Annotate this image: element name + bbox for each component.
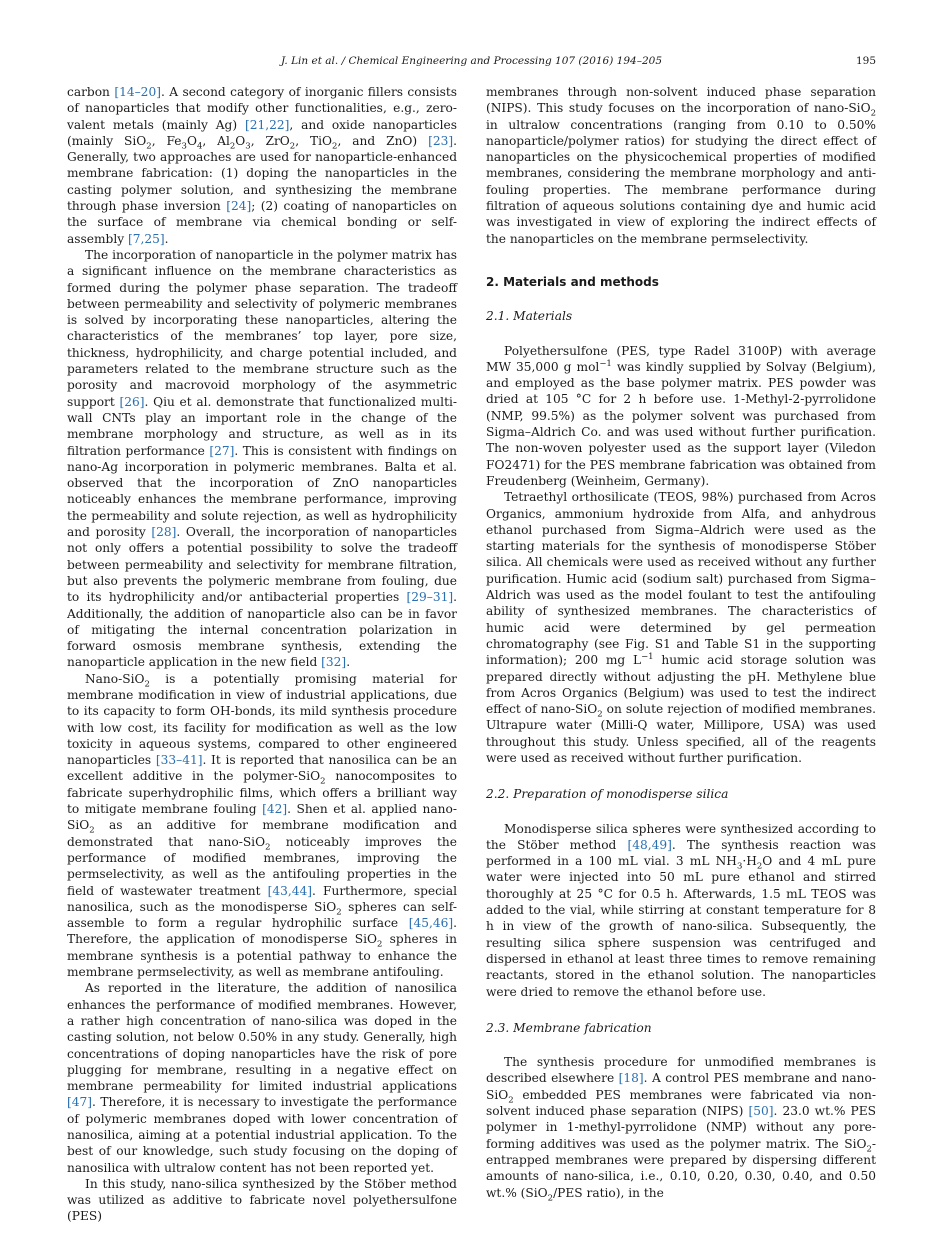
citation-link[interactable]: [33–41] (155, 753, 203, 768)
citation-link[interactable]: [50] (748, 1104, 774, 1119)
citation-link[interactable]: [28] (151, 525, 177, 540)
citation-link[interactable]: [32] (321, 655, 347, 670)
section-heading: 2. Materials and methods (486, 274, 659, 289)
citation-link[interactable]: [18] (618, 1071, 644, 1086)
citation-link[interactable]: [43,44] (267, 883, 313, 898)
citation-link[interactable]: [23] (428, 133, 454, 148)
citation-link[interactable]: [24] (226, 199, 252, 214)
paragraph: Tetraethyl orthosilicate (TEOS, 98%) purchased from Acros Organics, ammonium hydroxide from Alfa, and anhydrous ethanol purchased from Sigma–Aldrich were used as the starting materials for the synthesis of monodisperse Stöber silica. All chemicals were used as received without any further purification. Humic acid (sodium salt) purchased from Sigma–Aldrich was used as the model foulant to test the antifouling ability of synthesized membranes. The characteristics of humic acid were determined by gel permeation chromatography (see Fig. S1 and Table S1 in the supporting information); 200 mg $L^{-1}$ humic acid storage solution was prepared directly without adjusting the pH. Methylene blue from Acros Organics (Belgium) was used to test the indirect effect of nano-SiO$_2$ on solute rejection of modified membranes. Ultrapure water (Milli-Q water, Millipore, USA) was used throughout this study. Unless specified, all of the reagents were used as received without further purification. (486, 490, 876, 765)
citation-link[interactable]: [14–20] (114, 85, 161, 99)
paragraph: membranes through non-solvent induced phase separation (NIPS). This study focuses on the incorporation of nano-SiO$_2$ in ultralow concentrations (ranging from 0.10 to 0.50% nanoparticle/polymer ratios) for studying the direct effect of nanoparticles on the physicochemical properties of modified membranes, considering the membrane morphology and anti-fouling properties. The membrane performance during filtration of aqueous solutions containing dye and humic acid was investigated in view of exploring the indirect effects of the nanoparticles on the membrane permselectivity. (486, 85, 876, 246)
paragraph: The incorporation of nanoparticle in the polymer matrix has a significant influence on the membrane characteristics as formed during the polymer phase separation. The tradeoff between permeability and selectivity of polymeric membranes is solved by incorporating these nanoparticles, altering the characteristics of the membranes’ top layer, pore size, thickness, hydrophilicity, and charge potential included, and parameters related to the membrane structure such as the porosity and macrovoid morphology of the asymmetric support [26]. Qiu et al. demonstrate that functionalized multi-wall CNTs play an important role in the change of the membrane morphology and structure, as well as in its filtration performance [27]. This is consistent with findings on nano-Ag incorporation in polymeric membranes. Balta et al. observed that the incorporation of ZnO nanoparticles noticeably enhances the membrane performance, improving the permeability and solute rejection, as well as hydrophilicity and porosity [28]. Overall, the incorporation of nanoparticles not only offers a potential possibility to solve the tradeoff between permeability and selectivity for membrane filtration, but also prevents the polymeric membrane from fouling, due to its hydrophilicity and/or antibacterial properties [29–31]. Additionally, the addition of nanoparticle also can be in favor of mitigating the internal concentration polarization in forward osmosis membrane synthesis, extending the nanoparticle application in the new field [32]. (67, 247, 457, 670)
citation-link[interactable]: [26] (119, 394, 145, 409)
right-column (486, 84, 876, 1201)
paragraph: Nano-SiO$_2$ is a potentially promising material for membrane modification in view of industrial applications, due to its capacity to form OH-bonds, its mild synthesis procedure with low cost, its facility for modification as well as the low toxicity in aqueous systems, compared to other engineered nanoparticles [33–41]. It is reported that nanosilica can be an excellent additive in the polymer-SiO$_2$ nanocomposites to fabricate superhydrophilic films, which offers a brilliant way to mitigate membrane fouling [42]. Shen et al. applied nano-SiO$_2$ as an additive for membrane modification and demonstrated that nano-SiO$_2$ noticeably improves the performance of modified membranes, improving the permselectivity, as well as the antifouling properties in the field of wastewater treatment [43,44]. Furthermore, special nanosilica, such as the monodisperse SiO$_2$ spheres can self-assemble to form a regular hydrophilic surface [45,46]. Therefore, the application of monodisperse SiO$_2$ spheres in membrane synthesis is a potential pathway to enhance the membrane permselectivity, as well as membrane antifouling. (67, 671, 457, 980)
citation-link[interactable]: [42] (262, 802, 288, 817)
paragraph: The synthesis procedure for unmodified membranes is described elsewhere [18]. A control PES membrane and nano-SiO$_2$ embedded PES membranes were fabricated via non-solvent induced phase separation (NIPS) [50]. 23.0 wt.% PES polymer in 1-methyl-pyrrolidone (NMP) without any pore-forming additives was used as the polymer matrix. The SiO$_2$-entrapped membranes were prepared by dispersing different amounts of nano-silica, i.e., 0.10, 0.20, 0.30, 0.40, and 0.50 wt.% (SiO$_2$/PES ratio), in the (486, 1055, 876, 1203)
subsection-heading: 2.2. Preparation of monodisperse silica (486, 787, 729, 802)
paragraph: Monodisperse silica spheres were synthesized according to the Stöber method [48,49]. The synthesis reaction was performed in a 100 mL vial. 3 mL $NH_3\cdot H_2O$ and 4 mL pure water were injected into 50 mL pure ethanol and stirred thoroughly at 25 °C for 0.5 h. Afterwards, 1.5 mL TEOS was added to the vial, while stirring at constant temperature for 8 h in view of the growth of nano-silica. Subsequently, the resulting silica sphere suspension was centrifuged and dispersed in ethanol at least three times to remove remaining reactants, stored in the ethanol solution. The nanoparticles were dried to remove the ethanol before use. (486, 821, 876, 999)
paragraph: In this study, nano-silica synthesized by the Stöber method was utilized as additive to fabricate novel polyethersulfone (PES) (67, 1176, 457, 1224)
running-header (67, 55, 876, 71)
page-number: 195 (855, 55, 876, 67)
left-column (67, 84, 457, 1225)
citation-link[interactable]: [7,25] (128, 231, 165, 246)
citation-link[interactable]: [29–31] (406, 590, 454, 605)
paragraph: Polyethersulfone (PES, type Radel 3100P) with average MW 35,000 g mol$^{-1}$ was kindly supplied by Solvay (Belgium), and employed as the base polymer matrix. PES powder was dried at 105 °C for 2 h before use. 1-Methyl-2-pyrrolidone (NMP, 99.5%) as the polymer solvent was purchased from Sigma–Aldrich Co. and was used without further purification. The non-woven polyester used as the support layer (Viledon FO2471) for the PES membrane fabrication was obtained from Freudenberg (Weinheim, Germany). (486, 343, 877, 488)
citation-link[interactable]: [21,22] (244, 117, 290, 132)
paragraph: As reported in the literature, the addition of nanosilica enhances the performance of modified membranes. However, a rather high concentration of nano-silica was doped in the casting solution, not below 0.50% in any study. Generally, high concentrations of doping nanoparticles have the risk of pore plugging for membrane, resulting in a negative effect on membrane permeability for limited industrial applications [47]. Therefore, it is necessary to investigate the performance of polymeric membranes doped with lower concentration of nanosilica, aiming at a potential industrial application. To the best of our knowledge, such study focusing on the doping of nanosilica with ultralow content has not been reported yet. (67, 981, 457, 1175)
citation-link[interactable]: [48,49] (627, 837, 672, 852)
paragraph: carbon [14–20]. A second category of inorganic fillers consists of nanoparticles that modify other functionalities, e.g., zero-valent metals (mainly Ag) [21,22], and oxide nanoparticles (mainly SiO$_2$, $Fe_3O_4$, $Al_2O_3$, ZrO$_2$, TiO$_2$, and ZnO) [23]. Generally, two approaches are used for nanoparticle-enhanced membrane fabrication: (1) doping the nanoparticles in the casting polymer solution, and synthesizing the membrane through phase inversion [24]; (2) coating of nanoparticles on the surface of membrane via chemical bonding or self-assembly [7,25]. (67, 85, 458, 246)
subsection-heading: 2.3. Membrane fabrication (486, 1020, 652, 1035)
citation-link[interactable]: [47] (67, 1095, 93, 1110)
citation-link[interactable]: [45,46] (408, 916, 454, 931)
subsection-heading: 2.1. Materials (486, 309, 573, 324)
citation-link[interactable]: [27] (209, 443, 235, 458)
journal-citation: J. Lin et al. / Chemical Engineering and Processing 107 (2016) 194–205 (281, 55, 662, 67)
